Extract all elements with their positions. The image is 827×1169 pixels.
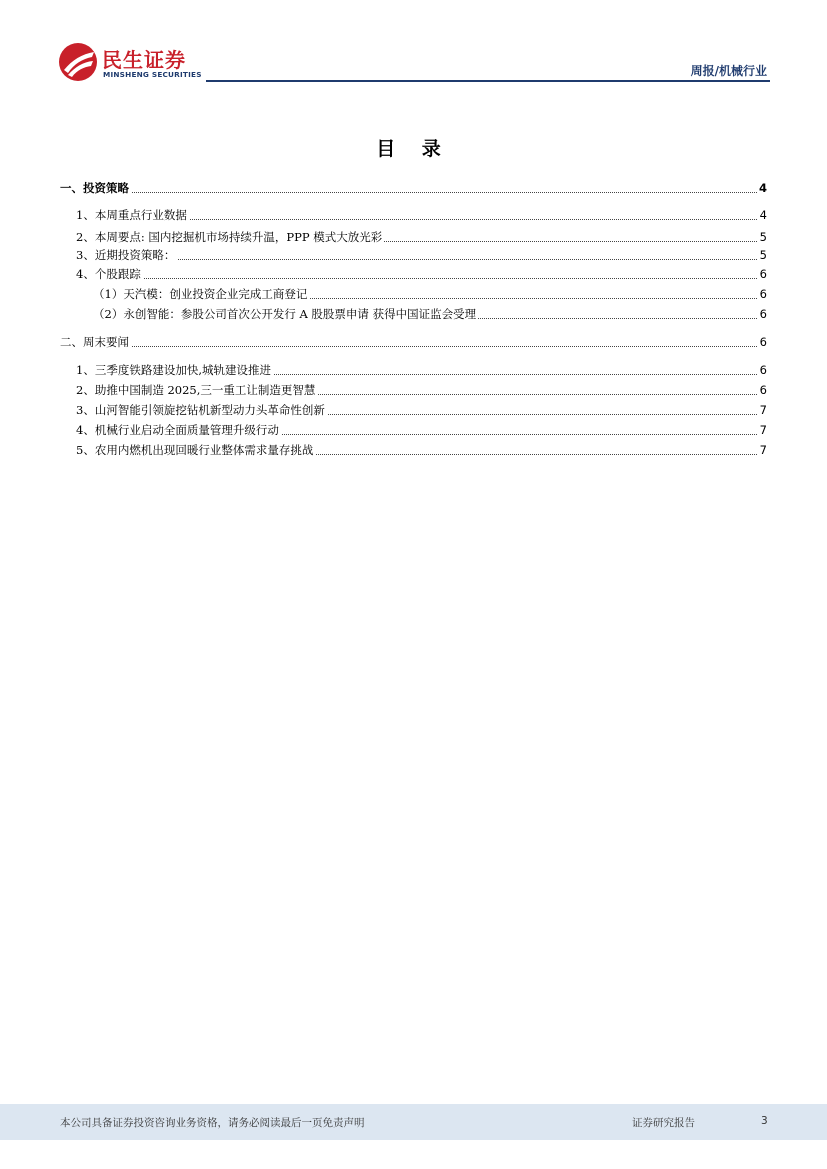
- toc-entry[interactable]: [0, 333, 827, 351]
- toc-entry-page: 7: [759, 443, 767, 457]
- toc-leader-dots: [60, 175, 757, 193]
- toc-entry-text: 3、近期投资策略：: [76, 248, 176, 262]
- logo-text-cn: 民生证券: [102, 48, 186, 72]
- toc-entry-page: 6: [759, 267, 767, 281]
- page-footer: [0, 1104, 827, 1140]
- toc-entry-text: 4、个股跟踪: [76, 267, 141, 281]
- toc-entry-text: 5、农用内燃机出现回暖行业整体需求量存挑战: [76, 443, 314, 457]
- report-type: 周报/机械行业: [690, 64, 767, 78]
- toc-entry-page: 7: [759, 423, 767, 437]
- toc-entry-page: 4: [759, 208, 767, 222]
- toc-entry-text: （1）天汽模：创业投资企业完成工商登记: [93, 287, 308, 301]
- company-logo: [58, 42, 208, 82]
- toc-leader-dots: [76, 242, 757, 260]
- page-number: 3: [761, 1115, 768, 1127]
- toc-entry-page: 4: [758, 181, 767, 195]
- footer-disclaimer: 本公司具备证券投资咨询业务资格，请务必阅读最后一页免责声明: [60, 1117, 365, 1129]
- toc-entry-text: 1、三季度铁路建设加快,城轨建设推进: [76, 363, 271, 377]
- page-header: [0, 0, 827, 90]
- toc-entry-text: 二、周末要闻: [60, 335, 129, 349]
- toc-entry-text: 1、本周重点行业数据: [76, 208, 187, 222]
- minsheng-logo-icon: [58, 42, 98, 82]
- toc-entry-page: 6: [759, 287, 767, 301]
- logo-text-en: MINSHENG SECURITIES: [103, 70, 202, 79]
- toc-leader-dots: [60, 329, 757, 347]
- toc-entry-page: 6: [759, 363, 767, 377]
- toc-entry-text: 4、机械行业启动全面质量管理升级行动: [76, 423, 279, 437]
- footer-label: 证券研究报告: [632, 1117, 695, 1129]
- toc-entry-page: 6: [759, 383, 767, 397]
- toc-entry[interactable]: [0, 206, 827, 224]
- toc-entry[interactable]: [0, 441, 827, 459]
- toc-entry-page: 5: [759, 230, 767, 244]
- toc-entry[interactable]: [0, 179, 827, 197]
- toc-entry-page: 7: [759, 403, 767, 417]
- toc-entry-text: 3、山河智能引领旋挖钻机新型动力头革命性创新: [76, 403, 325, 417]
- toc-entry-text: 一、投资策略: [60, 181, 129, 195]
- toc-entry-page: 6: [759, 307, 767, 321]
- toc-leader-dots: [76, 261, 757, 279]
- toc-title: 目 录: [376, 138, 451, 160]
- header-divider: [206, 80, 770, 82]
- toc-entry-text: 2、本周要点: 国内挖掘机市场持续升温，PPP 模式大放光彩: [76, 230, 383, 244]
- toc-entry-text: （2）永创智能：参股公司首次公开发行 A 股股票申请 获得中国证监会受理: [93, 307, 477, 321]
- toc-entry-page: 6: [759, 335, 767, 349]
- toc-entry-page: 5: [759, 248, 767, 262]
- toc-entry-text: 2、助推中国制造 2025,三一重工让制造更智慧: [76, 383, 316, 397]
- toc-entry[interactable]: [0, 305, 827, 323]
